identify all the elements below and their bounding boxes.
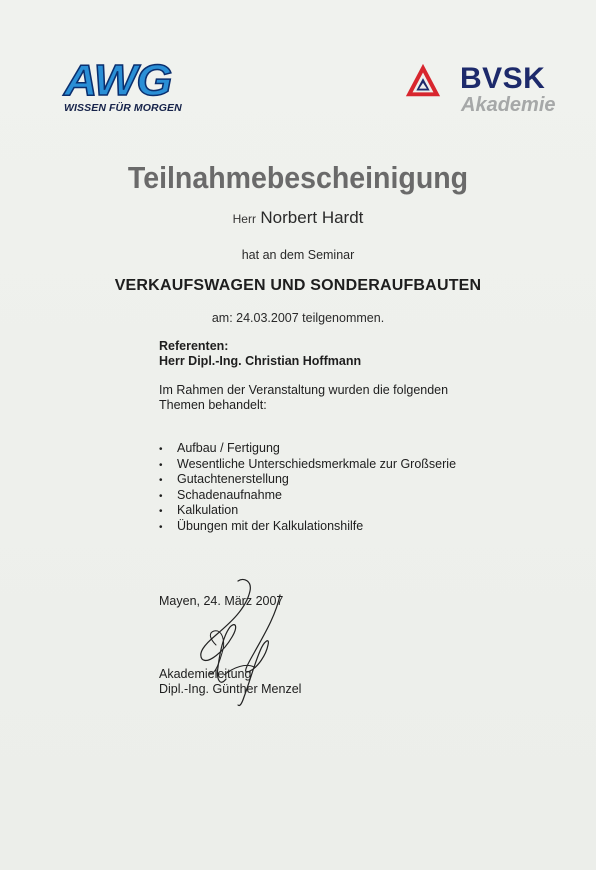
signer-role: Akademieleitung <box>159 667 252 681</box>
bullet-icon: • <box>159 521 163 533</box>
awg-logo <box>64 56 190 114</box>
speakers-label: Referenten: <box>159 339 229 353</box>
signer-name: Dipl.-Ing. Günther Menzel <box>159 682 302 696</box>
bullet-icon: • <box>159 506 163 518</box>
place-date: Mayen, 24. März 2007 <box>159 594 284 608</box>
bvsk-logo-name: BVSK <box>460 62 546 95</box>
signature-icon <box>180 575 310 710</box>
certificate-title: Teilnahmebescheinigung <box>127 160 469 195</box>
recipient-line <box>0 208 596 228</box>
topics-list <box>159 441 456 535</box>
bullet-icon: • <box>159 475 163 487</box>
recipient-salutation: Herr <box>232 212 256 226</box>
topic-label: Schadenaufnahme <box>177 487 282 502</box>
topics-intro-line-2: Themen behandelt: <box>159 398 267 412</box>
bullet-icon: • <box>159 444 163 455</box>
awg-logo-mark: AWG <box>64 56 172 105</box>
list-item <box>159 457 456 473</box>
recipient-name: Norbert Hardt <box>260 208 364 227</box>
intro-line: hat an dem Seminar <box>241 248 355 262</box>
topic-label: Übungen mit der Kalkulationshilfe <box>177 518 364 533</box>
list-item <box>159 472 456 488</box>
bullet-icon: • <box>159 459 163 471</box>
speaker-name: Herr Dipl.-Ing. Christian Hoffmann <box>159 354 362 368</box>
topic-label: Aufbau / Fertigung <box>177 441 280 455</box>
topic-label: Kalkulation <box>177 503 239 518</box>
bullet-icon: • <box>159 490 163 502</box>
list-item <box>159 503 456 519</box>
date-line: am: 24.03.2007 teilgenommen. <box>211 311 385 325</box>
bvsk-emblem-icon <box>404 62 442 100</box>
bvsk-logo <box>404 60 554 120</box>
topics-intro-line-1: Im Rahmen der Veranstaltung wurden die folgenden <box>159 383 449 397</box>
topic-label: Gutachtenerstellung <box>177 472 289 487</box>
awg-logo-tagline: WISSEN FÜR MORGEN <box>64 102 182 114</box>
seminar-title: VERKAUFSWAGEN UND SONDERAUFBAUTEN <box>114 277 482 294</box>
topic-label: Wesentliche Unterschiedsmerkmale zur Großserie <box>177 456 457 471</box>
list-item <box>159 488 456 504</box>
bvsk-logo-subtitle: Akademie <box>461 94 556 116</box>
list-item <box>159 441 456 457</box>
list-item <box>159 519 456 535</box>
